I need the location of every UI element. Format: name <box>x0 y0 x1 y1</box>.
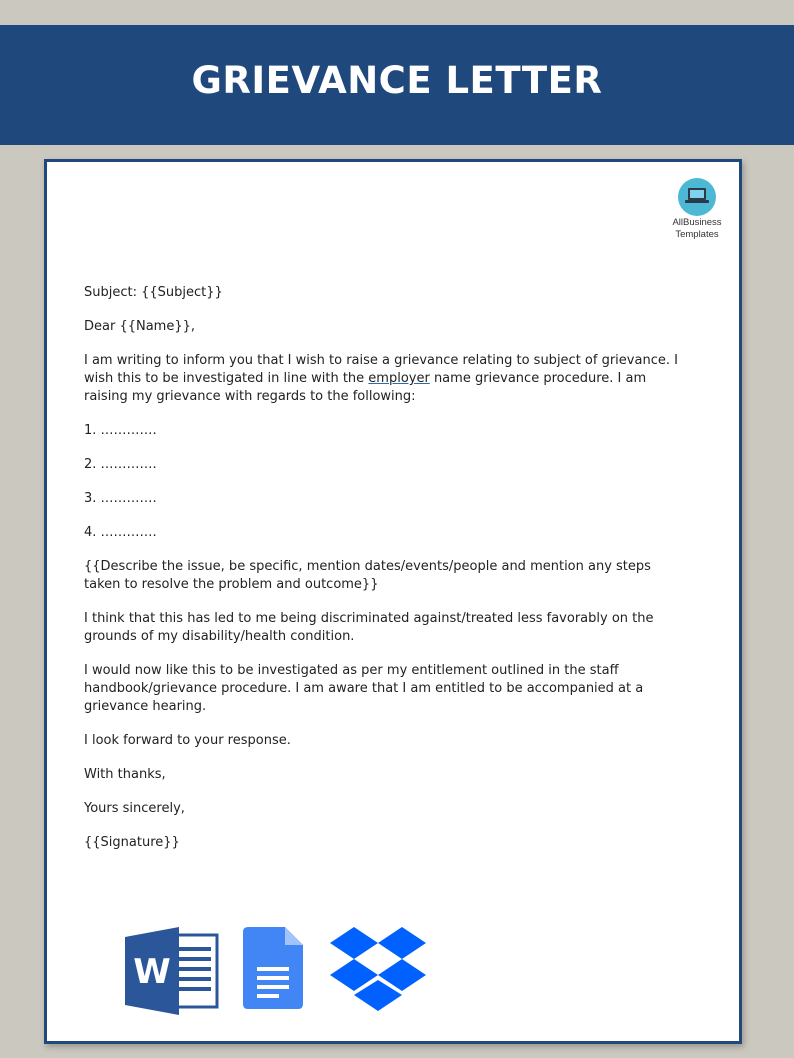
intro-text-start: I am writing to inform you that I wish to raise a grievance relating to subject of grievance. I wish this to be investigated in line with the <box>84 353 678 386</box>
list-item-4: 4. …………. <box>84 525 157 540</box>
list-item-3: 3. …………. <box>84 491 157 506</box>
list-item-2: 2. …………. <box>84 457 157 472</box>
letter-body <box>84 284 684 852</box>
signature-line: {{Signature}} <box>84 835 180 850</box>
dropbox-icon[interactable] <box>330 927 426 1017</box>
google-docs-icon[interactable] <box>243 927 303 1009</box>
closing-line: Yours sincerely, <box>84 801 185 816</box>
employer-word: employer <box>368 371 430 386</box>
header-banner <box>0 25 794 145</box>
logo-text-line2: Templates <box>675 229 719 240</box>
svg-text:W: W <box>133 952 171 992</box>
intro-text-end: name grievance procedure. I am raising my grievance with regards to the following: <box>84 371 647 404</box>
subject-line: Subject: {{Subject}} <box>84 285 223 300</box>
laptop-icon <box>678 178 716 216</box>
thanks-line: With thanks, <box>84 767 166 782</box>
salutation: Dear {{Name}}, <box>84 319 196 334</box>
format-icons <box>125 927 445 1022</box>
allbusiness-logo <box>667 178 727 240</box>
logo-text-line1: AllBusiness <box>672 217 722 228</box>
describe-paragraph: {{Describe the issue, be specific, mention dates/events/people and mention any steps taken to resolve the problem and outcome}} <box>84 559 651 592</box>
list-item-1: 1. …………. <box>84 423 157 438</box>
intro-paragraph <box>84 352 684 406</box>
investigate-paragraph: I would now like this to be investigated as per my entitlement outlined in the staff handbook/grievance procedure. I am aware that I am entitled to be accompanied at a grievance hearing. <box>84 663 644 714</box>
document-page <box>44 159 742 1044</box>
word-icon[interactable] <box>125 927 220 1015</box>
discrimination-paragraph: I think that this has led to me being discriminated against/treated less favorably on the grounds of my disability/health condition. <box>84 611 654 644</box>
forward-line: I look forward to your response. <box>84 733 291 748</box>
page-title: GRIEVANCE LETTER <box>191 58 603 102</box>
